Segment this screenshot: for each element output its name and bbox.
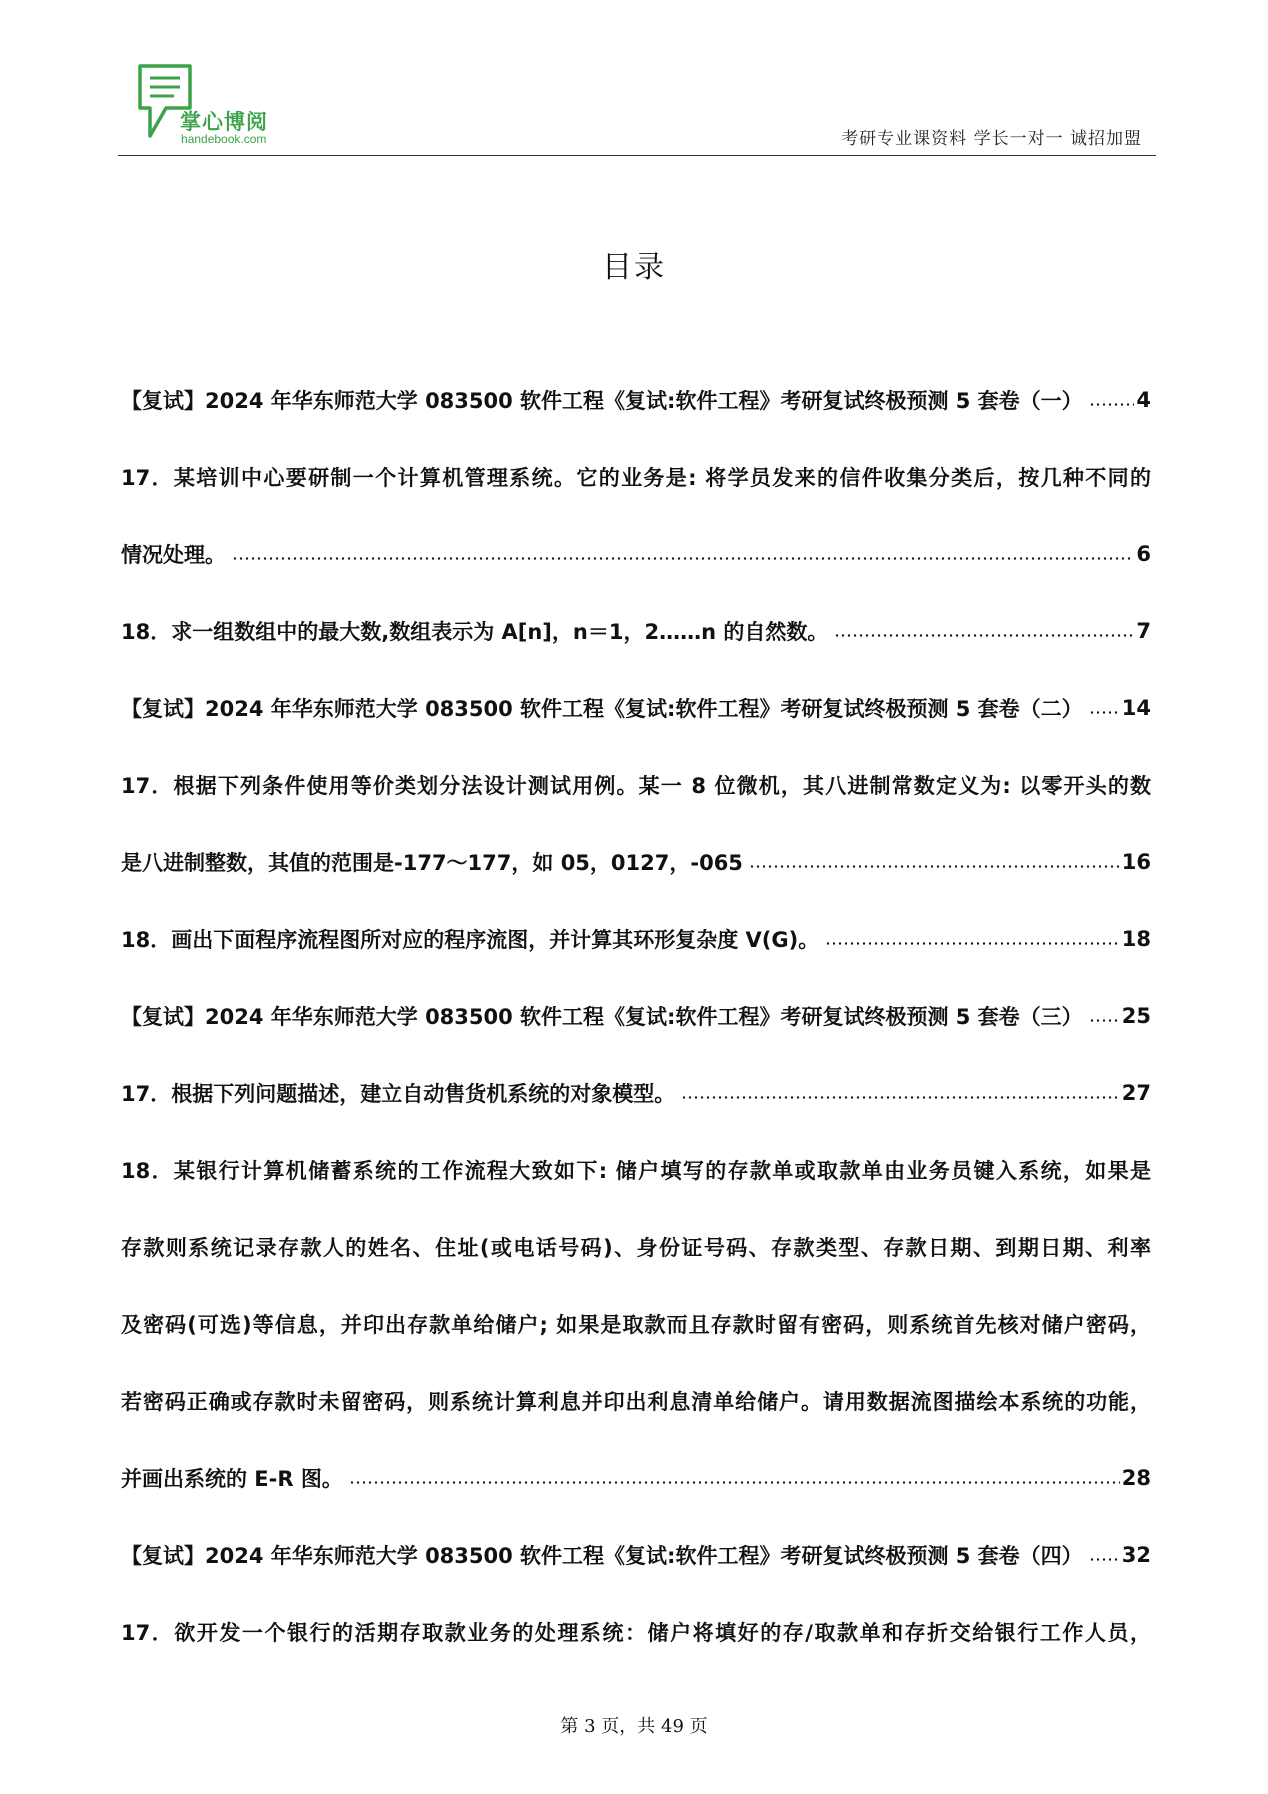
toc-entry-text: 情况处理。	[121, 542, 226, 567]
toc-dot-leader	[834, 634, 1134, 637]
toc-page-number: 7	[1136, 618, 1151, 643]
toc-page-number: 28	[1121, 1465, 1151, 1490]
table-of-contents	[121, 361, 1151, 1670]
toc-page-number: 27	[1121, 1080, 1151, 1105]
toc-dot-leader	[232, 557, 1134, 560]
toc-entry-text: 若密码正确或存款时未留密码，则系统计算利息并印出利息清单给储户。请用数据流图描绘本系统的功能，	[121, 1389, 1151, 1414]
logo-url: handebook.com	[181, 132, 267, 146]
toc-page-number: 16	[1121, 849, 1151, 874]
toc-page-number: 4	[1136, 387, 1151, 412]
toc-entry[interactable]	[121, 361, 1151, 438]
toc-entry-text: 18．求一组数组中的最大数,数组表示为 A[n]，n＝1，2……n 的自然数。	[121, 619, 829, 644]
header-slogan: 考研专业课资料 学长一对一 诚招加盟	[841, 129, 1142, 149]
toc-dot-leader	[1089, 1558, 1120, 1561]
toc-page-number: 32	[1121, 1542, 1151, 1567]
toc-entry-text: 18．画出下面程序流程图所对应的程序流图，并计算其环形复杂度 V(G)。	[121, 927, 820, 952]
toc-line-continuation	[121, 1208, 1151, 1285]
toc-line-continuation	[121, 1285, 1151, 1362]
toc-line-continuation	[121, 1362, 1151, 1439]
toc-entry[interactable]	[121, 1439, 1151, 1516]
toc-entry[interactable]	[121, 669, 1151, 746]
toc-dot-leader	[825, 942, 1120, 945]
page-header	[118, 58, 1156, 156]
toc-entry[interactable]	[121, 977, 1151, 1054]
toc-entry-text: 并画出系统的 E-R 图。	[121, 1466, 343, 1491]
toc-dot-leader	[349, 1481, 1120, 1484]
toc-line-continuation	[121, 1131, 1151, 1208]
toc-dot-leader	[1089, 711, 1120, 714]
toc-entry-text: 17．某培训中心要研制一个计算机管理系统。它的业务是: 将学员发来的信件收集分类后，按几种不同的	[121, 465, 1151, 490]
toc-entry-text: 存款则系统记录存款人的姓名、住址(或电话号码)、身份证号码、存款类型、存款日期、到期日期、利率	[121, 1235, 1151, 1260]
toc-entry[interactable]	[121, 515, 1151, 592]
toc-page-number: 6	[1136, 541, 1151, 566]
toc-dot-leader	[681, 1096, 1120, 1099]
toc-entry-text: 18．某银行计算机储蓄系统的工作流程大致如下: 储户填写的存款单或取款单由业务员键入系统，如果是	[121, 1158, 1151, 1183]
toc-dot-leader	[749, 865, 1120, 868]
toc-dot-leader	[1089, 1019, 1120, 1022]
toc-dot-leader	[1089, 403, 1135, 406]
toc-entry[interactable]	[121, 1054, 1151, 1131]
toc-entry-text: 【复试】2024 年华东师范大学 083500 软件工程《复试:软件工程》考研复试终极预测 5 套卷（二）	[121, 696, 1083, 721]
logo-text: 掌心博阅	[180, 110, 268, 134]
toc-entry-text: 【复试】2024 年华东师范大学 083500 软件工程《复试:软件工程》考研复试终极预测 5 套卷（三）	[121, 1004, 1083, 1029]
toc-entry-text: 是八进制整数，其值的范围是-177～177，如 05，0127，-065	[121, 850, 743, 875]
toc-entry[interactable]	[121, 1516, 1151, 1593]
toc-line-continuation	[121, 1593, 1151, 1670]
toc-entry-text: 17．根据下列问题描述，建立自动售货机系统的对象模型。	[121, 1081, 676, 1106]
toc-entry-text: 17．欲开发一个银行的活期存取款业务的处理系统：储户将填好的存/取款单和存折交给银行工作人员，	[121, 1620, 1151, 1645]
toc-entry-text: 及密码(可选)等信息，并印出存款单给储户; 如果是取款而且存款时留有密码，则系统首先核对储户密码，	[121, 1312, 1151, 1337]
toc-line-continuation	[121, 438, 1151, 515]
toc-entry-text: 【复试】2024 年华东师范大学 083500 软件工程《复试:软件工程》考研复试终极预测 5 套卷（四）	[121, 1543, 1083, 1568]
logo	[136, 62, 286, 146]
toc-entry-text: 17．根据下列条件使用等价类划分法设计测试用例。某一 8 位微机，其八进制常数定义为: 以零开头的数	[121, 773, 1151, 798]
toc-page-number: 25	[1121, 1003, 1151, 1028]
toc-page-number: 18	[1121, 926, 1151, 951]
toc-entry[interactable]	[121, 823, 1151, 900]
toc-line-continuation	[121, 746, 1151, 823]
toc-entry[interactable]	[121, 900, 1151, 977]
toc-entry[interactable]	[121, 592, 1151, 669]
page-footer: 第 3 页，共 49 页	[560, 1716, 708, 1737]
toc-title: 目录	[602, 250, 666, 285]
toc-entry-text: 【复试】2024 年华东师范大学 083500 软件工程《复试:软件工程》考研复试终极预测 5 套卷（一）	[121, 388, 1083, 413]
toc-page-number: 14	[1121, 695, 1151, 720]
